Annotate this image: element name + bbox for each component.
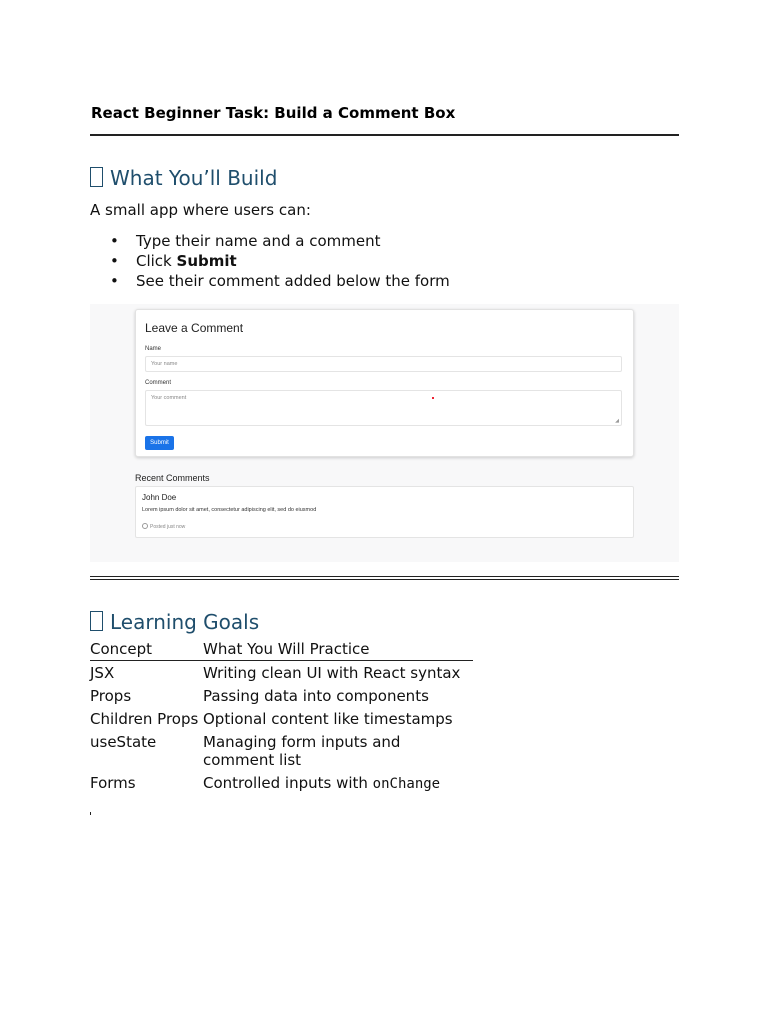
comment-author: John Doe [142, 493, 177, 502]
table-row [90, 684, 473, 707]
table-row [90, 730, 473, 771]
practice-cell: Managing form inputs and comment list [203, 733, 401, 769]
practice-cell [203, 771, 473, 795]
submit-button[interactable]: Submit [145, 436, 174, 450]
table-row [90, 707, 473, 730]
practice-cell: Passing data into components [203, 687, 429, 705]
concept-cell: Forms [90, 774, 136, 792]
section-heading-learning-goals [90, 610, 259, 634]
comment-textarea[interactable] [145, 390, 622, 426]
concept-cell: Children Props [90, 710, 199, 728]
intro-paragraph: A small app where users can: [90, 201, 311, 219]
list-item-text: Click [136, 252, 177, 270]
missing-glyph-icon [90, 167, 103, 187]
recent-comments-title: Recent Comments [135, 473, 210, 483]
list-item [110, 271, 450, 291]
comment-box-screenshot [90, 304, 679, 562]
cursor-mark [432, 397, 434, 399]
column-header-practice: What You Will Practice [203, 640, 473, 661]
concept-cell: Props [90, 687, 132, 705]
comment-form-card [135, 309, 634, 457]
list-item [110, 231, 450, 251]
learning-goals-table [90, 640, 473, 795]
comment-text: Lorem ipsum dolor sit amet, consectetur adipiscing elit, sed do eiusmod [142, 507, 317, 513]
missing-glyph-icon [90, 611, 103, 631]
section-heading-text: Learning Goals [110, 610, 260, 634]
feature-list [110, 231, 450, 291]
title-divider [90, 134, 679, 136]
concept-cell: JSX [90, 664, 115, 682]
code-onchange: onChange [372, 776, 441, 792]
submit-emphasis: Submit [176, 252, 237, 270]
clock-icon [142, 523, 148, 529]
document-title: React Beginner Task: Build a Comment Box [91, 104, 456, 122]
table-row [90, 661, 473, 685]
comment-item [135, 486, 634, 538]
section-heading-text: What You’ll Build [110, 166, 278, 190]
section-heading-what-youll-build [90, 166, 277, 190]
name-input[interactable] [145, 356, 622, 372]
table-header-row [90, 640, 473, 661]
timestamp-text: Posted just now [150, 524, 186, 530]
name-label: Name [145, 346, 162, 352]
comment-timestamp [142, 523, 185, 530]
practice-text: Controlled inputs with [203, 774, 373, 792]
section-divider [90, 576, 679, 580]
comment-label: Comment [145, 380, 172, 386]
concept-cell: useState [90, 733, 157, 751]
practice-cell: Writing clean UI with React syntax [203, 664, 461, 682]
form-title: Leave a Comment [145, 321, 244, 335]
column-header-concept: Concept [90, 640, 203, 661]
list-item-text: Type their name and a comment [136, 232, 381, 250]
list-item [110, 251, 450, 271]
name-placeholder: Your name [151, 361, 178, 367]
resize-handle-icon[interactable]: ◢ [615, 418, 619, 424]
table-row [90, 771, 473, 795]
table-continuation-mark [90, 812, 91, 815]
list-item-text: See their comment added below the form [136, 272, 450, 290]
comment-placeholder: Your comment [151, 395, 187, 401]
practice-cell: Optional content like timestamps [203, 710, 453, 728]
